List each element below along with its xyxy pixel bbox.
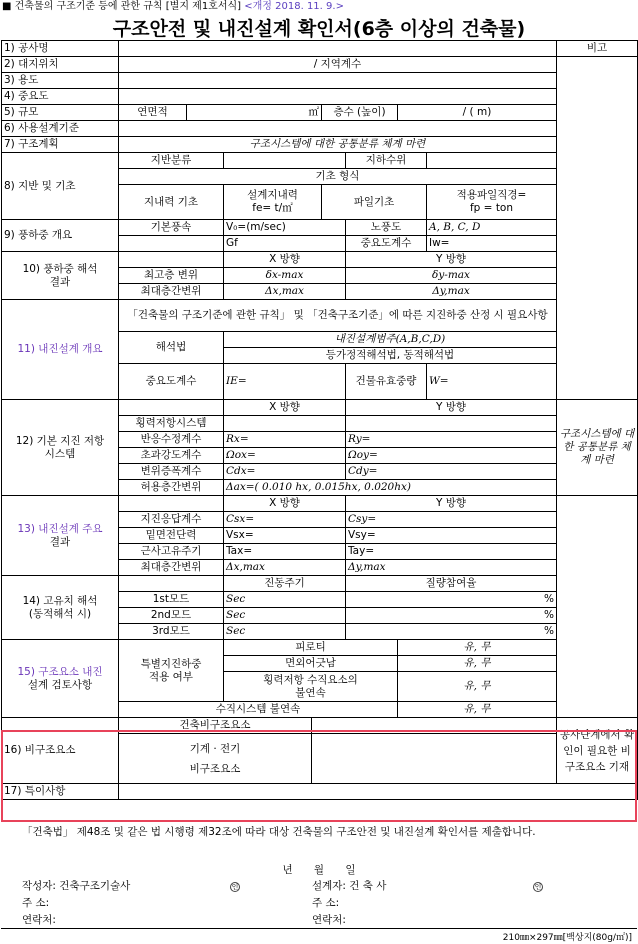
deflection-amp-y[interactable]: Cdy= (346, 464, 557, 480)
approx-period-label: 근사고유주기 (119, 544, 224, 560)
project-name-field[interactable] (119, 41, 557, 57)
structural-plan-field[interactable]: 구조시스템에 대한 공통분류 체계 마련 (119, 137, 557, 153)
response-coef-y[interactable]: Csy= (346, 512, 557, 528)
ground-class-field[interactable] (224, 153, 346, 169)
base-shear-y[interactable]: Vsy= (346, 528, 557, 544)
author-contact[interactable]: 연락처: (22, 914, 56, 926)
mode-3-label: 3rd모드 (119, 624, 224, 640)
effective-weight-field[interactable]: W= (427, 364, 557, 400)
wind-result-label-line2: 결과 (49, 275, 71, 288)
author-block (22, 878, 130, 929)
groundwater-field[interactable] (427, 153, 557, 169)
seismic-system-line2: 시스템 (44, 447, 76, 460)
project-name-label: 1) 공사명 (2, 41, 119, 57)
designer-block (312, 878, 386, 929)
element-review-line1: 15) 구조요소 내진 (17, 665, 103, 678)
remarks-column-middle (557, 496, 638, 718)
site-location-label: 2) 대지위치 (2, 57, 119, 73)
floors-field[interactable]: / ( m) (398, 105, 557, 121)
effective-weight-label: 건물유효중량 (346, 364, 427, 400)
approx-period-y[interactable]: Tay= (346, 544, 557, 560)
scale-label: 5) 규모 (2, 105, 119, 121)
mep-line1: 기계 · 전기 (189, 742, 241, 755)
gross-area-field[interactable] (187, 105, 322, 121)
gust-factor-spacer (119, 236, 224, 252)
base-shear-label: 밑면전단력 (119, 528, 224, 544)
designer-address[interactable]: 주 소: (312, 897, 340, 909)
seismic-result-line2: 결과 (49, 535, 71, 548)
y-direction-header-2: Y 방향 (346, 400, 557, 416)
mode-2-mass[interactable]: % (346, 608, 557, 624)
special-load-line2: 적용 여부 (149, 670, 193, 683)
wind-load-label: 9) 풍하중 개요 (2, 220, 119, 252)
seismic-system-line1: 12) 기본 지진 저항 (15, 434, 105, 447)
remarks-header: 비고 (557, 41, 638, 57)
seismic-overview-text: 11) 내진설계 개요 (17, 343, 103, 355)
lateral-system-y[interactable] (346, 416, 557, 432)
element-review-label (2, 640, 119, 718)
mode-3-period[interactable]: Sec (224, 624, 346, 640)
designer-contact[interactable]: 연락처: (312, 914, 346, 926)
designer-seal-icon: 인 (534, 883, 542, 891)
base-shear-x[interactable]: Vsx= (224, 528, 346, 544)
eigen-analysis-line2: (동적해석 시) (28, 607, 92, 620)
designer-title: 설계자: 건 축 사 (312, 880, 387, 892)
design-code-field[interactable] (119, 121, 557, 137)
top-displacement-y[interactable]: δy-max (346, 268, 557, 284)
design-code-label: 6) 사용설계기준 (2, 121, 119, 137)
discontinuity-line2: 불연속 (295, 686, 326, 699)
floors-label: 층수 (높이) (322, 105, 398, 121)
discontinuity-line1: 횡력저항 수직요소의 (263, 673, 358, 686)
eigen-analysis-label (2, 576, 119, 640)
overstrength-y[interactable]: Ωoy= (346, 448, 557, 464)
bearing-foundation-label: 지내력 기초 (119, 185, 224, 220)
exposure-label: 노풍도 (346, 220, 427, 236)
groundwater-label: 지하수위 (346, 153, 427, 169)
element-review-line2: 설계 검토사항 (27, 678, 93, 691)
overstrength-label: 초과강도계수 (119, 448, 224, 464)
seismic-importance-label: 중요도계수 (119, 364, 224, 400)
importance-label: 4) 중요도 (2, 89, 119, 105)
gust-factor-field[interactable]: Gf (224, 236, 346, 252)
wind-result-label (2, 252, 119, 300)
ground-class-label: 지반분류 (119, 153, 224, 169)
top-displacement-label: 최고층 변위 (119, 268, 224, 284)
lateral-system-label: 횡력저항시스템 (119, 416, 224, 432)
structural-system-note: 구조시스템에 대한 공통분류 체계 마련 (557, 400, 638, 496)
response-factor-y[interactable]: Ry= (346, 432, 557, 448)
arch-nonstructural-field[interactable] (312, 718, 557, 734)
mode-1-mass[interactable]: % (346, 592, 557, 608)
lateral-system-x[interactable] (224, 416, 346, 432)
author-title: 작성자: 건축구조기술사 (22, 880, 131, 892)
approx-period-x[interactable]: Tax= (224, 544, 346, 560)
analysis-method-field[interactable]: 등가정적해석법, 동적해석법 (224, 348, 557, 364)
out-of-plane-yn[interactable]: 유, 무 (398, 656, 557, 672)
mep-line2: 비구조요소 (189, 762, 241, 775)
seismic-load-note: 「건축물의 구조기준에 관한 규칙」 및 「건축구조기준」에 따른 지진하중 산정 시 필요사항 (119, 300, 557, 332)
analysis-method-label: 해석법 (119, 332, 224, 364)
piloti-yn[interactable]: 유, 무 (398, 640, 557, 656)
seismic-result-line1: 13) 내진설계 주요 (17, 522, 103, 535)
vertical-system-label: 수직시스템 불연속 (119, 702, 398, 718)
importance-field[interactable] (119, 89, 557, 105)
regulation-reference: ■ 건축물의 구조기준 등에 관한 규칙 [별지 제1호서식] (2, 1, 242, 12)
special-notes-field[interactable] (119, 784, 638, 800)
mode-1-label: 1st모드 (119, 592, 224, 608)
mode-2-period[interactable]: Sec (224, 608, 346, 624)
basic-wind-speed-label: 기본풍속 (119, 220, 224, 236)
vertical-system-yn[interactable]: 유, 무 (398, 702, 557, 718)
mep-nonstructural-label (119, 734, 312, 784)
structural-plan-label: 7) 구조계획 (2, 137, 119, 153)
declaration-text: 「건축법」 제48조 및 같은 법 시행령 제32조에 따라 대상 건축물의 구조안전 및 내진설계 확인서를 제출합니다. (22, 826, 536, 838)
pile-capacity-value: fp = ton (469, 202, 514, 214)
gross-area-label: 연면적 (119, 105, 187, 121)
pile-foundation-label: 파일기초 (322, 185, 427, 220)
response-coef-label: 지진응답계수 (119, 512, 224, 528)
usage-label: 3) 용도 (2, 73, 119, 89)
site-location-field[interactable]: / 지역계수 (119, 57, 557, 73)
allowable-drift-field[interactable]: Δax=( 0.010 hx, 0.015hx, 0.020hx) (224, 480, 557, 496)
ground-foundation-label: 8) 지반 및 기초 (2, 153, 119, 220)
seismic-importance-field[interactable]: IE= (224, 364, 346, 400)
page-title: 구조안전 및 내진설계 확인서(6층 이상의 건축물) (112, 18, 526, 40)
response-factor-x[interactable]: Rx= (224, 432, 346, 448)
seismic-result-spacer (119, 496, 224, 512)
paper-size-footer: 210㎜×297㎜[백상지(80g/㎡)] (502, 933, 632, 943)
mode-2-label: 2nd모드 (119, 608, 224, 624)
y-direction-header-3: Y 방향 (346, 496, 557, 512)
x-direction-header: X 방향 (224, 252, 346, 268)
revision-date: <개정 2018. 11. 9.> (244, 1, 344, 12)
form-header (2, 0, 636, 14)
discontinuity-yn[interactable]: 유, 무 (398, 672, 557, 702)
nonstructural-label: 16) 비구조요소 (2, 718, 119, 784)
wind-result-label-line1: 10) 풍하중 해석 (22, 262, 98, 275)
eigen-analysis-line1: 14) 고유치 해석 (22, 594, 98, 607)
response-coef-x[interactable]: Csx= (224, 512, 346, 528)
special-load-label (119, 640, 224, 702)
x-direction-header-3: X 방향 (224, 496, 346, 512)
seismic-category-field[interactable]: 내진설계범주(A,B,C,D) (224, 332, 557, 348)
design-bearing-label: 설계지내력 (247, 189, 298, 201)
pile-diameter-label: 적용파일직경= (456, 189, 527, 201)
wind-result-spacer (119, 252, 224, 268)
top-displacement-x[interactable]: δx-max (224, 268, 346, 284)
mass-participation-header: 질량참여율 (346, 576, 557, 592)
remarks-column-upper (557, 57, 638, 400)
vibration-period-header: 진동주기 (224, 576, 346, 592)
submission-date: 년 월 일 (282, 864, 356, 876)
x-direction-header-2: X 방향 (224, 400, 346, 416)
bottom-rule (1, 928, 637, 929)
piloti-label: 피로티 (224, 640, 398, 656)
wind-importance-label: 중요도계수 (346, 236, 427, 252)
max-drift-label: 최대층간변위 (119, 560, 224, 576)
special-notes-label: 17) 특이사항 (2, 784, 119, 800)
mode-3-mass[interactable]: % (346, 624, 557, 640)
design-bearing-field[interactable] (224, 185, 322, 220)
usage-field[interactable] (119, 73, 557, 89)
overstrength-x[interactable]: Ωox= (224, 448, 346, 464)
story-drift-y[interactable]: Δy,max (346, 284, 557, 300)
area-unit: ㎡ (308, 106, 319, 118)
foundation-type-header: 기초 형식 (119, 169, 557, 185)
form-table (1, 40, 638, 800)
allowable-drift-label: 허용층간변위 (119, 480, 224, 496)
seismic-result-label (2, 496, 119, 576)
out-of-plane-label: 면외어긋남 (224, 656, 398, 672)
special-load-line1: 특별지진하중 (140, 657, 202, 670)
deflection-amp-label: 변위증폭계수 (119, 464, 224, 480)
discontinuity-label (224, 672, 398, 702)
deflection-amp-x[interactable]: Cdx= (224, 464, 346, 480)
design-bearing-value: fe= t/㎡ (252, 202, 293, 214)
story-drift-label: 최대층간변위 (119, 284, 224, 300)
story-drift-x[interactable]: Δx,max (224, 284, 346, 300)
max-drift-x[interactable]: Δx,max (224, 560, 346, 576)
wind-importance-field[interactable]: Iw= (427, 236, 557, 252)
author-address[interactable]: 주 소: (22, 897, 50, 909)
y-direction-header: Y 방향 (346, 252, 557, 268)
seismic-overview-label (2, 300, 119, 400)
exposure-field[interactable]: A, B, C, D (427, 220, 557, 236)
seismic-system-label (2, 400, 119, 496)
max-drift-y[interactable]: Δy,max (346, 560, 557, 576)
pile-diameter-field[interactable] (427, 185, 557, 220)
nonstructural-note: 공사단계에서 확인이 필요한 비구조요소 기재 (557, 718, 638, 784)
seismic-system-spacer (119, 400, 224, 416)
mep-nonstructural-field[interactable] (312, 734, 557, 784)
basic-wind-speed-field[interactable]: V₀=(m/sec) (224, 220, 346, 236)
arch-nonstructural-label: 건축비구조요소 (119, 718, 312, 734)
eigen-spacer (119, 576, 224, 592)
response-factor-label: 반응수정계수 (119, 432, 224, 448)
mode-1-period[interactable]: Sec (224, 592, 346, 608)
author-seal-icon: 인 (231, 883, 239, 891)
